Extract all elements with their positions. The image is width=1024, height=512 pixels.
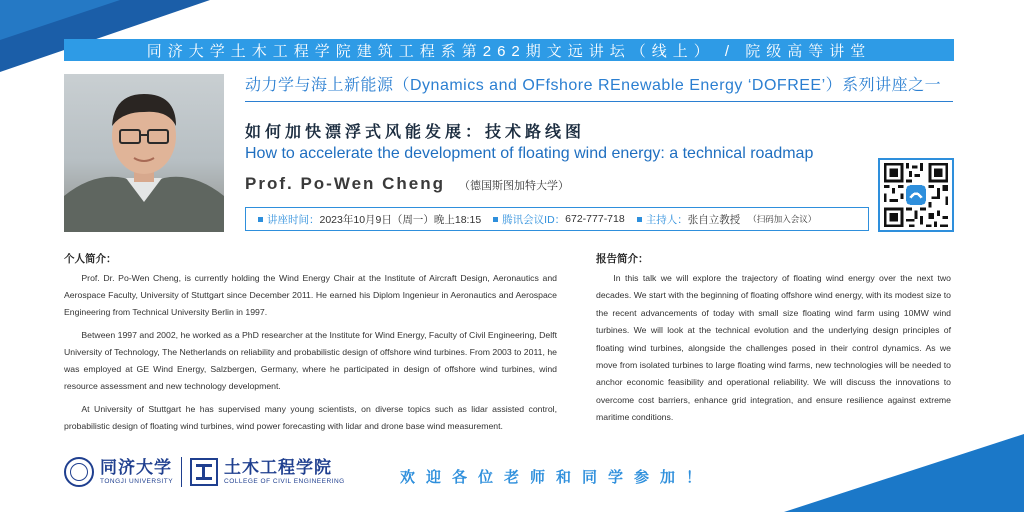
corner-decoration-bottom-right xyxy=(784,434,1024,512)
subtitle-divider xyxy=(245,101,953,102)
speaker-photo xyxy=(64,74,224,232)
host-label: 主持人： xyxy=(645,213,688,226)
welcome-message: 欢迎各位老师和同学参加！ xyxy=(400,468,713,486)
corner-decoration-top-left-light xyxy=(0,0,120,40)
logo-divider xyxy=(181,457,182,487)
tongji-wordmark xyxy=(100,459,173,486)
abstract-heading: 报告简介： xyxy=(596,253,649,265)
lecture-time-label: 讲座时间： xyxy=(267,213,320,226)
bullet-icon xyxy=(493,217,498,222)
meeting-qr-code[interactable] xyxy=(878,158,954,232)
talk-title-english: How to accelerate the development of floating wind energy: a technical roadmap xyxy=(245,145,814,162)
speaker-line xyxy=(245,174,569,194)
host xyxy=(646,212,741,227)
host-value: 张自立教授 xyxy=(687,213,741,226)
bio-paragraph: Between 1997 and 2002, he worked as a PhD researcher at the Institute for Wind Energy, Faculty of Civil Engineering, Delft University of Technology, The Netherlands on reliability and probabilistic design of offshore wind turbines. From 2003 to 2011, he was employed at GE Wind Energy, Salzbergen, Germany, where he participated in design of offshore wind turbines, wind resource assessment and new technology development. xyxy=(64,330,557,391)
lecture-info-bar xyxy=(245,207,869,231)
college-wordmark xyxy=(224,459,345,486)
tongji-name-en: TONGJI UNIVERSITY xyxy=(100,477,174,485)
meeting-id xyxy=(502,212,625,227)
tongji-name-zh: 同济大学 xyxy=(100,457,172,478)
lecture-time xyxy=(267,212,481,227)
scan-note: （扫码加入会议） xyxy=(748,214,817,224)
speaker-affiliation: （德国斯图加特大学） xyxy=(459,180,570,192)
speaker-name: Prof. Po-Wen Cheng xyxy=(245,174,446,193)
speaker-bio xyxy=(64,270,557,441)
university-logos xyxy=(64,457,345,487)
talk-abstract xyxy=(596,270,951,427)
meeting-id-label: 腾讯会议ID： xyxy=(502,213,566,226)
bio-paragraph: Prof. Dr. Po-Wen Cheng, is currently holding the Wind Energy Chair at the Institute of Aircraft Design, Aeronautics and Aerospace Faculty, University of Stuttgart since December 2011. He earned his Diplom Ingenieur in Aeronautics and Aerospace Engineering from Technical University Berlin in 1997. xyxy=(64,273,557,317)
lecture-time-value: 2023年10月9日（周一）晚上18:15 xyxy=(319,213,482,226)
bullet-icon xyxy=(637,217,642,222)
bio-paragraph: At University of Stuttgart he has supervised many young scientists, on diverse topics such as lidar assisted control, probabilistic design of floating wind turbines, wind power forecasting with lidar and drone base wind measurement. xyxy=(64,404,557,431)
meeting-id-value: 672-777-718 xyxy=(565,213,625,225)
college-name-en: COLLEGE OF CIVIL ENGINEERING xyxy=(224,477,345,485)
bullet-icon xyxy=(258,217,263,222)
college-name-zh: 土木工程学院 xyxy=(224,457,333,478)
abstract-paragraph: In this talk we will explore the trajectory of floating wind energy over the next two decades. We start with the beginning of floating offshore wind energy, with its modest size to the recent advancements of today with small size floating wind farm using 10MW wind turbines. We will look at the technical evolution and the underlying design principles of floating wind turbines, alongside the challenges posed in their control dynamics. As we move from isolated turbines to large floating wind farms, new technologies will be needed to anchor economic feasibility and operational reliability. We will discuss the innovations to overcome cost barriers, enhance grid integration, and ensure resilience against extreme maritime conditions. xyxy=(596,273,951,423)
lecture-banner: 同济大学土木工程学院建筑工程系第262期文远讲坛（线上） / 院级高等讲堂 xyxy=(64,39,954,61)
bio-heading: 个人简介： xyxy=(64,253,117,265)
series-subtitle: 动力学与海上新能源（Dynamics and OFfshore REnewable Energy ‘DOFREE’）系列讲座之一 xyxy=(245,77,942,94)
tongji-seal-icon xyxy=(64,457,94,487)
college-logo-icon xyxy=(190,458,218,486)
talk-title-chinese: 如何加快漂浮式风能发展：技术路线图 xyxy=(245,122,586,141)
